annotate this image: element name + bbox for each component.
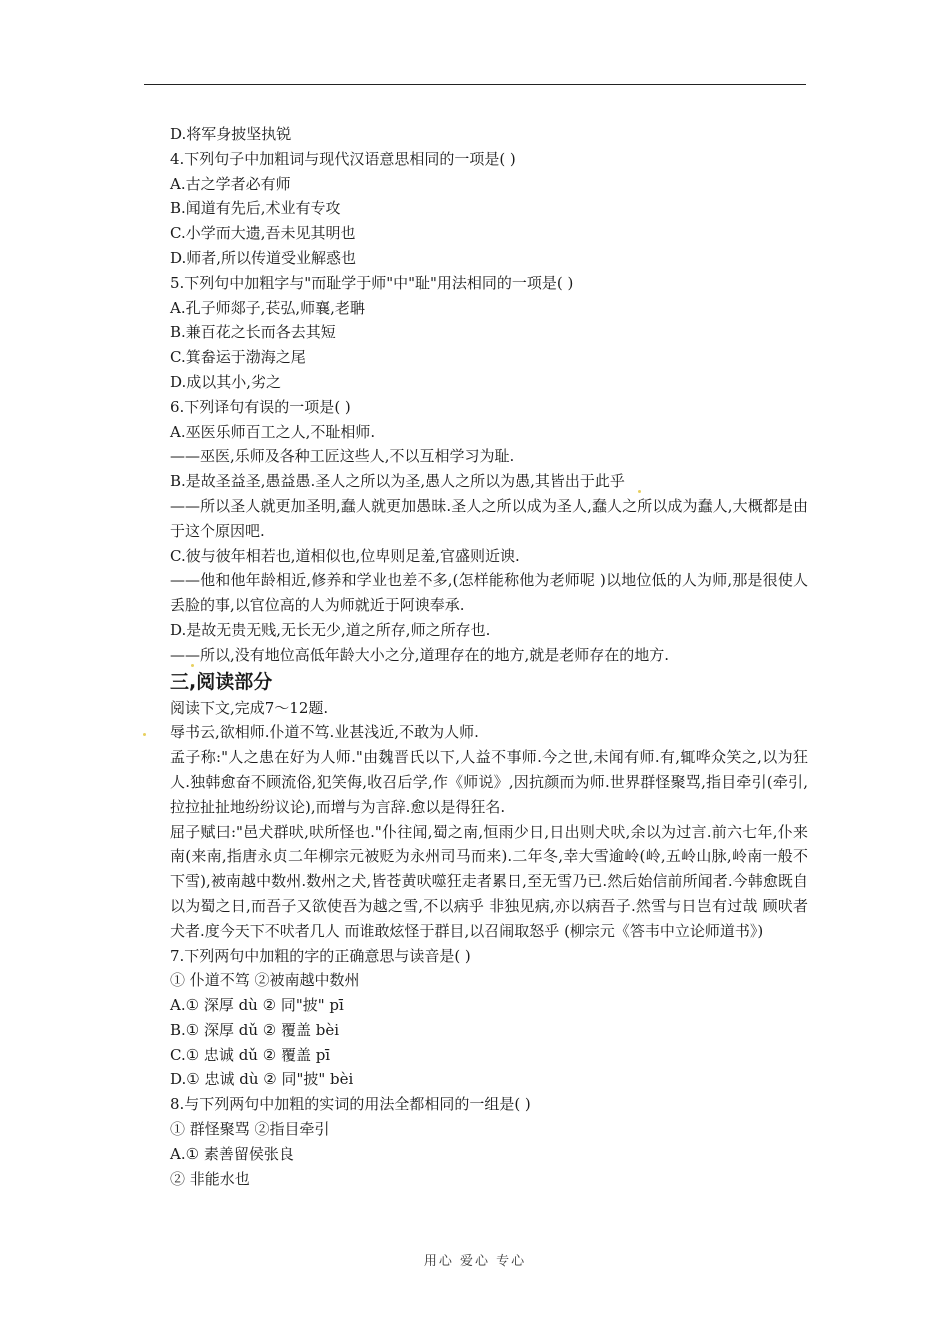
question-8: 8.与下列两句中加粗的实词的用法全都相同的一组是( ) <box>170 1095 531 1114</box>
option-line: A.孔子师郯子,苌弘,师襄,老聃 <box>170 298 365 317</box>
option-line: A.① 素善留侯张良 <box>170 1144 294 1163</box>
option-line: A.古之学者必有师 <box>170 174 291 193</box>
speck-mark <box>191 664 194 667</box>
passage-line: 辱书云,欲相师.仆道不笃.业甚浅近,不敢为人师. <box>170 723 479 742</box>
page-footer: 用心 爱心 专心 <box>423 1254 527 1269</box>
header-rule <box>144 84 806 85</box>
option-line: B.是故圣益圣,愚益愚.圣人之所以为圣,愚人之所以为愚,其皆出于此乎 <box>170 472 625 491</box>
option-line: A.巫医乐师百工之人,不耻相师. <box>170 422 376 441</box>
translation-paragraph: ——他和他年龄相近,修养和学业也差不多,(怎样能称他为老师呢 )以地位低的人为师,那是很使人丢脸的事,以官位高的人为师就近于阿谀奉承. <box>170 571 808 615</box>
translation-paragraph: ——所以圣人就更加圣明,蠢人就更加愚昧.圣人之所以成为圣人,蠢人之所以成为蠢人,大概都是由于这个原因吧. <box>170 496 808 540</box>
option-line: B.闻道有先后,术业有专攻 <box>170 199 341 218</box>
translation-line: ——所以,没有地位高低年龄大小之分,道理存在的地方,就是老师存在的地方. <box>170 645 670 664</box>
option-line: C.彼与彼年相若也,道相似也,位卑则足羞,官盛则近谀. <box>170 546 520 565</box>
speck-mark <box>638 490 641 493</box>
question-4: 4.下列句子中加粗词与现代汉语意思相同的一项是( ) <box>170 149 516 168</box>
question-5: 5.下列句中加粗字与"而耻学于师"中"耻"用法相同的一项是( ) <box>170 273 574 292</box>
passage-paragraph: 孟子称:"人之患在好为人师."由魏晋氏以下,人益不事师.今之世,未闻有师.有,辄哗众笑之,以为狂人.独韩愈奋不顾流俗,犯笑侮,收召后学,作《师说》,因抗颜而为师.世界群怪聚骂,指目牵引(牵引,拉拉扯扯地纷纷议论),而增与为言辞.愈以是得狂名. <box>170 748 808 816</box>
option-line: C.① 忠诚 dǔ ② 覆盖 pī <box>170 1045 331 1064</box>
translation-line: ——巫医,乐师及各种工匠这些人,不以互相学习为耻. <box>170 447 515 466</box>
speck-mark <box>143 733 146 736</box>
reading-intro: 阅读下文,完成7～12题. <box>170 698 329 717</box>
passage-paragraph: 屈子赋曰:"邑犬群吠,吠所怪也."仆往闻,蜀之南,恒雨少日,日出则犬吠,余以为过言.前六七年,仆来南(来南,指唐永贞二年柳宗元被贬为永州司马而来).二年冬,幸大雪逾岭(岭,五岭山脉,岭南一般不下雪),被南越中数州.数州之犬,皆苍黄吠噬狂走者累日,至无雪乃已.然后始信前所闻者.今韩愈既自以为蜀之日,而吾子又欲使吾为越之雪,不以病乎 非独见病,亦以病吾子.然雪与日岂有过哉 顾吠者犬者.度今天下不吠者几人 而谁敢炫怪于群目,以召闹取怒乎 (柳宗元《答韦中立论师道书》) <box>170 822 808 940</box>
question-7: 7.下列两句中加粗的字的正确意思与读音是( ) <box>170 946 471 965</box>
text-line: D.将军身披坚执锐 <box>170 125 292 143</box>
option-line: ① 仆道不笃 ②被南越中数州 <box>170 971 360 990</box>
option-line: C.箕畚运于渤海之尾 <box>170 348 306 367</box>
option-line: ① 群怪聚骂 ②指目牵引 <box>170 1120 330 1139</box>
option-line: D.成以其小,劣之 <box>170 372 282 391</box>
option-line: B.① 深厚 dǔ ② 覆盖 bèi <box>170 1020 340 1039</box>
option-line: A.① 深厚 dù ② 同"披" pī <box>170 996 344 1015</box>
option-line: ② 非能水也 <box>170 1169 250 1188</box>
document-body <box>144 122 808 1191</box>
option-line: B.兼百花之长而各去其短 <box>170 323 336 342</box>
option-line: D.① 忠诚 dù ② 同"披" bèi <box>170 1070 354 1089</box>
option-line: D.是故无贵无贱,无长无少,道之所存,师之所存也. <box>170 620 491 639</box>
question-6: 6.下列译句有误的一项是( ) <box>170 397 351 416</box>
option-line: C.小学而大遗,吾未见其明也 <box>170 224 356 243</box>
section-heading: 三,阅读部分 <box>170 670 273 693</box>
option-line: D.师者,所以传道受业解惑也 <box>170 248 357 267</box>
